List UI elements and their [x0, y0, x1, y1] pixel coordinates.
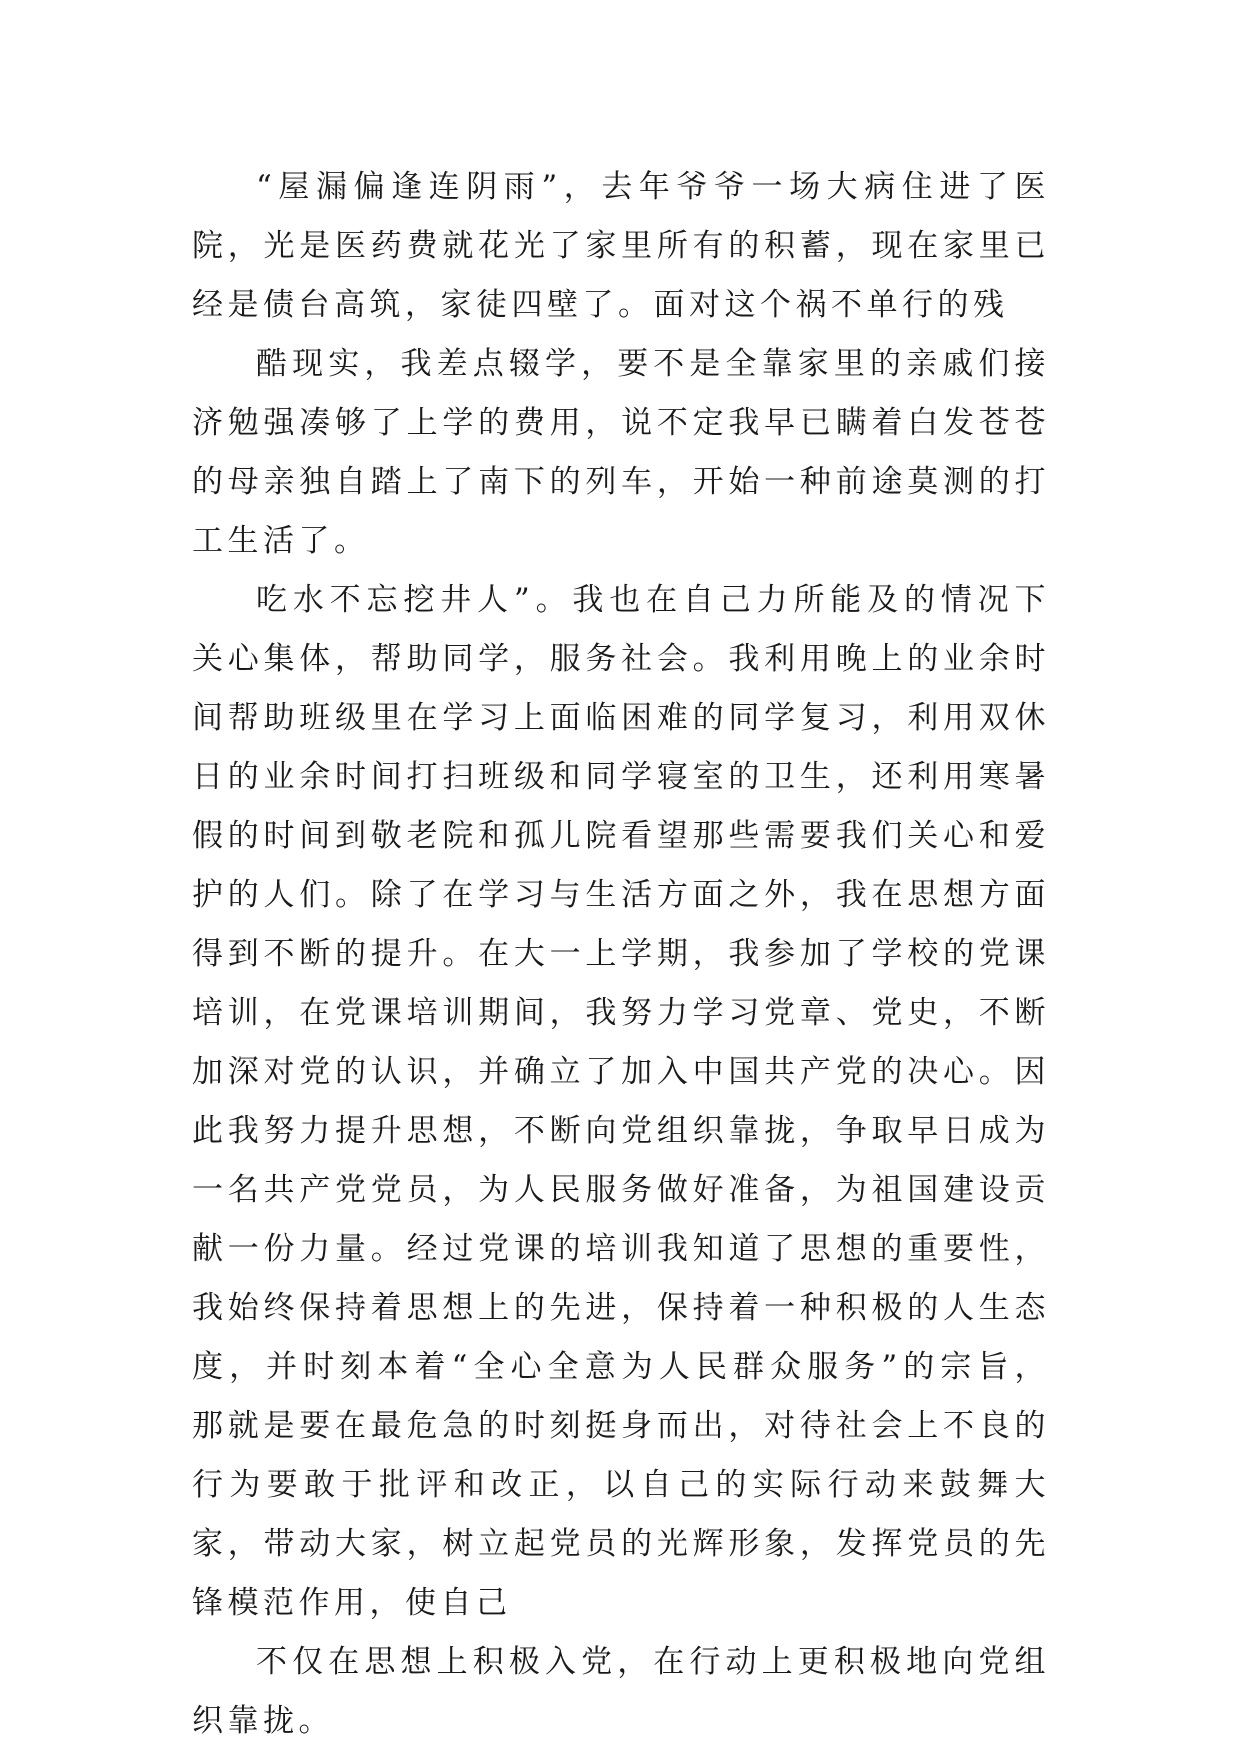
- paragraph: “屋漏偏逢连阴雨”，去年爷爷一场大病住进了医院，光是医药费就花光了家里所有的积蓄，现在家里已经是债台高筑，家徒四壁了。面对这个祸不单行的残: [192, 169, 1050, 323]
- paragraph: 不仅在思想上积极入党，在行动上更积极地向党组织靠拢。: [192, 1644, 1050, 1739]
- paragraph: 酷现实，我差点辍学，要不是全靠家里的亲戚们接济勉强凑够了上学的费用，说不定我早已瞒着白发苍苍的母亲独自踏上了南下的列车，开始一种前途莫测的打工生活了。: [192, 346, 1050, 559]
- document-page: [192, 158, 1050, 1751]
- paragraph: 吃水不忘挖井人”。我也在自己力所能及的情况下关心集体，帮助同学，服务社会。我利用晚上的业余时间帮助班级里在学习上面临困难的同学复习，利用双休日的业余时间打扫班级和同学寝室的卫生，还利用寒暑假的时间到敬老院和孤儿院看望那些需要我们关心和爱护的人们。除了在学习与生活方面之外，我在思想方面得到不断的提升。在大一上学期，我参加了学校的党课培训，在党课培训期间，我努力学习党章、党史，不断加深对党的认识，并确立了加入中国共产党的决心。因此我努力提升思想，不断向党组织靠拢，争取早日成为一名共产党党员，为人民服务做好准备，为祖国建设贡献一份力量。经过党课的培训我知道了思想的重要性，我始终保持着思想上的先进，保持着一种积极的人生态度，并时刻本着“全心全意为人民群众服务”的宗旨， 那就是要在最危急的时刻挺身而出，对待社会上不良的行为要敢于批评和改正，以自己的实际行动来鼓舞大家，带动大家，树立起党员的光辉形象，发挥党员的先锋模范作用，使自己: [192, 582, 1050, 1621]
